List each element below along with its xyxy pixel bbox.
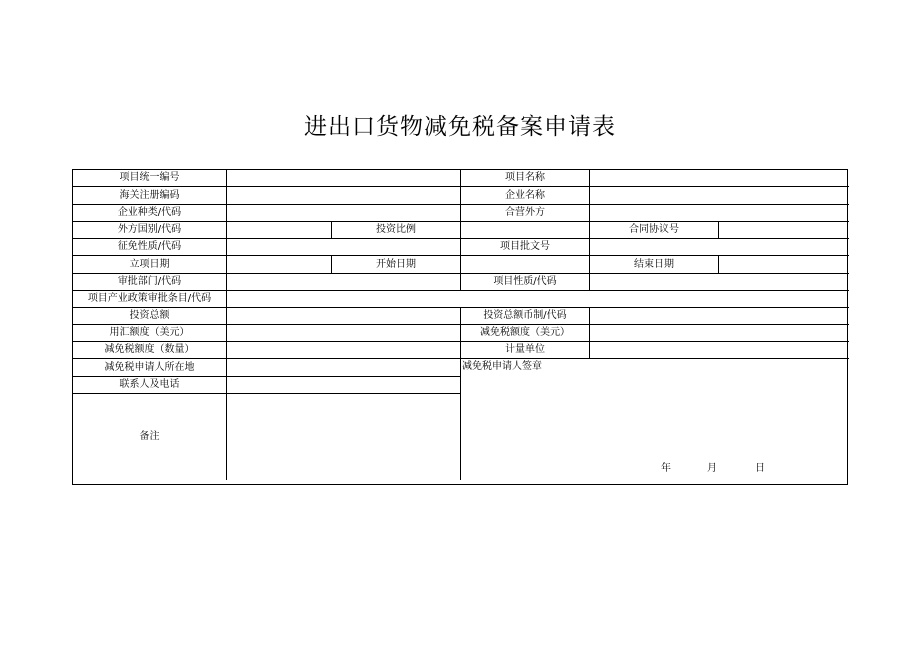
remarks-field[interactable] bbox=[227, 394, 461, 480]
exempt-amount-usd-label: 减免税额度（美元） bbox=[461, 325, 590, 342]
investment-ratio-label: 投资比例 bbox=[332, 222, 461, 239]
remarks-label: 备注 bbox=[73, 394, 227, 480]
applicant-seal-label: 减免税申请人签章 bbox=[462, 361, 542, 372]
start-date-label: 开始日期 bbox=[332, 256, 461, 274]
company-name-field[interactable] bbox=[590, 187, 849, 205]
partner-label: 合营外方 bbox=[461, 205, 590, 222]
form-title: 进出口货物减免税备案申请表 bbox=[304, 114, 616, 140]
company-name-label: 企业名称 bbox=[461, 187, 590, 205]
contract-no-label: 合同协议号 bbox=[590, 222, 719, 239]
investment-ratio-field[interactable] bbox=[461, 222, 590, 239]
currency-field[interactable] bbox=[590, 308, 849, 325]
fx-amount-field[interactable] bbox=[227, 325, 461, 342]
end-date-label: 结束日期 bbox=[590, 256, 719, 274]
approval-dept-field[interactable] bbox=[227, 274, 461, 291]
exempt-amount-usd-field[interactable] bbox=[590, 325, 849, 342]
application-form-table bbox=[72, 169, 848, 485]
approval-doc-field[interactable] bbox=[590, 239, 849, 256]
company-type-field[interactable] bbox=[227, 205, 461, 222]
currency-label: 投资总额币制/代码 bbox=[461, 308, 590, 325]
policy-item-label: 项目产业政策审批条目/代码 bbox=[73, 291, 227, 308]
project-nature-label: 项目性质/代码 bbox=[461, 274, 590, 291]
end-date-field[interactable] bbox=[719, 256, 849, 274]
exemption-type-label: 征免性质/代码 bbox=[73, 239, 227, 256]
year-label: 年 bbox=[661, 463, 671, 474]
approval-date-label: 立项日期 bbox=[73, 256, 227, 274]
company-type-label: 企业种类/代码 bbox=[73, 205, 227, 222]
project-name-label: 项目名称 bbox=[461, 170, 590, 187]
day-label: 日 bbox=[755, 463, 765, 474]
approval-dept-label: 审批部门/代码 bbox=[73, 274, 227, 291]
foreign-country-label: 外方国别/代码 bbox=[73, 222, 227, 239]
applicant-location-label: 减免税申请人所在地 bbox=[73, 359, 227, 377]
applicant-seal-area[interactable] bbox=[461, 359, 849, 480]
exemption-type-field[interactable] bbox=[227, 239, 461, 256]
unit-field[interactable] bbox=[590, 342, 849, 359]
project-code-label: 项目统一编号 bbox=[73, 170, 227, 187]
exempt-quantity-field[interactable] bbox=[227, 342, 461, 359]
fx-amount-label: 用汇额度（美元） bbox=[73, 325, 227, 342]
total-investment-field[interactable] bbox=[227, 308, 461, 325]
customs-code-label: 海关注册编码 bbox=[73, 187, 227, 205]
applicant-location-field[interactable] bbox=[227, 359, 461, 377]
customs-code-field[interactable] bbox=[227, 187, 461, 205]
project-nature-field[interactable] bbox=[590, 274, 849, 291]
contact-label: 联系人及电话 bbox=[73, 377, 227, 394]
contact-field[interactable] bbox=[227, 377, 461, 394]
contract-no-field[interactable] bbox=[719, 222, 849, 239]
policy-item-field[interactable] bbox=[227, 291, 849, 308]
month-label: 月 bbox=[707, 463, 717, 474]
total-investment-label: 投资总额 bbox=[73, 308, 227, 325]
start-date-field[interactable] bbox=[461, 256, 590, 274]
approval-doc-label: 项目批文号 bbox=[461, 239, 590, 256]
exempt-quantity-label: 减免税额度（数量） bbox=[73, 342, 227, 359]
partner-field[interactable] bbox=[590, 205, 849, 222]
project-code-field[interactable] bbox=[227, 170, 461, 187]
foreign-country-field[interactable] bbox=[227, 222, 332, 239]
unit-label: 计量单位 bbox=[461, 342, 590, 359]
project-name-field[interactable] bbox=[590, 170, 849, 187]
approval-date-field[interactable] bbox=[227, 256, 332, 274]
